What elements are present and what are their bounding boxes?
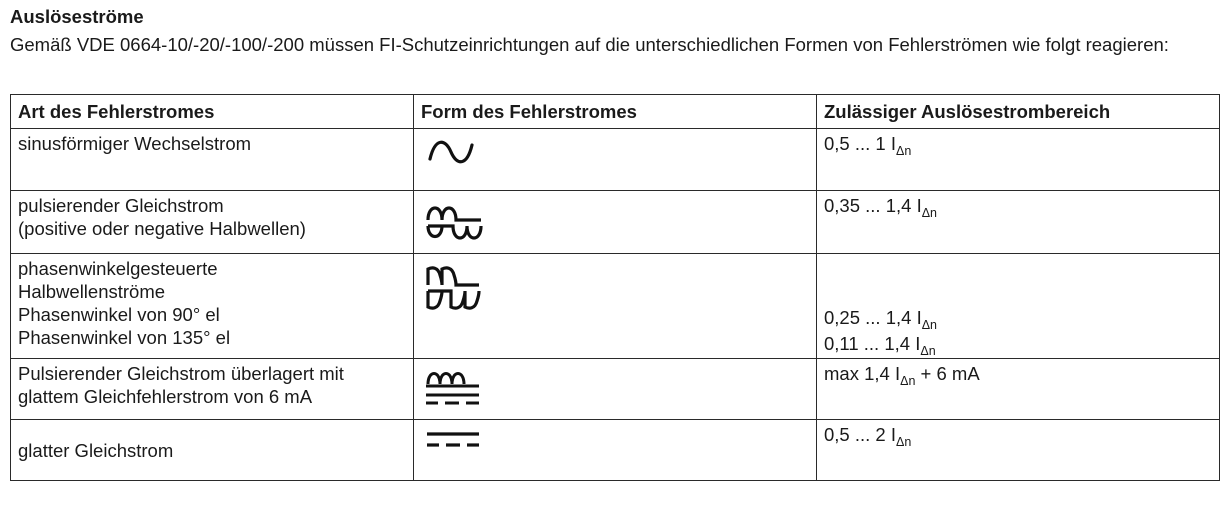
fault-type-line: Halbwellenströme [18,281,166,302]
intro-text: Gemäß VDE 0664-10/-20/-100/-200 müssen FI-Schutzeinrichtungen auf die unterschiedlichen Formen von Fehlerströmen wie folgt reagieren: [10,34,1169,55]
fault-type-cell [11,254,414,359]
table-row [11,359,1220,420]
fault-form-cell [414,420,817,481]
fault-type-line: (positive oder negative Halbwellen) [18,218,306,239]
range-subscript: Δn [920,344,936,358]
fault-form-cell [414,191,817,254]
fault-form-cell [414,359,817,420]
range-subscript: Δn [896,435,912,449]
fault-type-cell [11,420,414,481]
table-header-row [11,95,1220,129]
trip-range-cell [817,129,1220,191]
sine-wave-icon [421,132,481,172]
range-text: 0,35 ... 1,4 I [824,195,922,216]
fault-type-line: Phasenwinkel von 135° el [18,327,231,348]
fault-type-line: Pulsierender Gleichstrom überlagert mit [18,363,344,384]
fault-form-cell [414,254,817,359]
table-row [11,191,1220,254]
fault-type-line: glattem Gleichfehlerstrom von 6 mA [18,386,313,407]
trip-range-value [824,423,1212,449]
range-subscript: Δn [896,144,912,158]
smooth-dc-icon [421,423,487,459]
fault-form-cell [414,129,817,191]
trip-range-cell [817,420,1220,481]
trip-range-value [824,332,1212,358]
trip-range-value [824,194,1212,220]
table-row [11,129,1220,191]
range-text: 0,5 ... 1 I [824,133,896,154]
fault-type-cell [11,129,414,191]
trip-range-cell [817,254,1220,359]
fault-type-line: glatter Gleichstrom [18,439,174,461]
fault-type-cell [11,191,414,254]
range-text: 0,5 ... 2 I [824,424,896,445]
phase-angle-controlled-icon [421,257,487,317]
fault-type-line: pulsierender Gleichstrom [18,195,224,216]
page-title: Auslöseströme [10,6,144,27]
pulsating-dc-superimposed-icon [421,362,487,406]
trip-range-value [824,306,1212,332]
header-fault-type: Art des Fehlerstromes [11,95,414,129]
table-row [11,254,1220,359]
range-text: 0,11 ... 1,4 I [824,333,921,354]
fault-type-line: phasenwinkelgesteuerte [18,258,218,279]
range-text: max 1,4 I [824,363,901,384]
trip-range-cell [817,191,1220,254]
header-trip-range: Zulässiger Auslösestrombereich [817,95,1220,129]
range-subscript: Δn [921,206,938,220]
table-row [11,420,1220,481]
header-fault-form: Form des Fehlerstromes [414,95,817,129]
range-text: 0,25 ... 1,4 I [824,307,922,328]
trip-range-cell [817,359,1220,420]
fault-type-line: sinusförmiger Wechselstrom [18,133,252,154]
fault-type-line: Phasenwinkel von 90° el [18,304,220,325]
trip-range-value [824,362,1212,388]
trip-range-value [824,132,1212,158]
fault-type-cell [11,359,414,420]
range-suffix: + 6 mA [915,363,980,384]
pulsating-dc-icon [421,194,487,250]
residual-current-table [10,94,1220,481]
range-subscript: Δn [900,374,916,388]
range-subscript: Δn [921,318,938,332]
